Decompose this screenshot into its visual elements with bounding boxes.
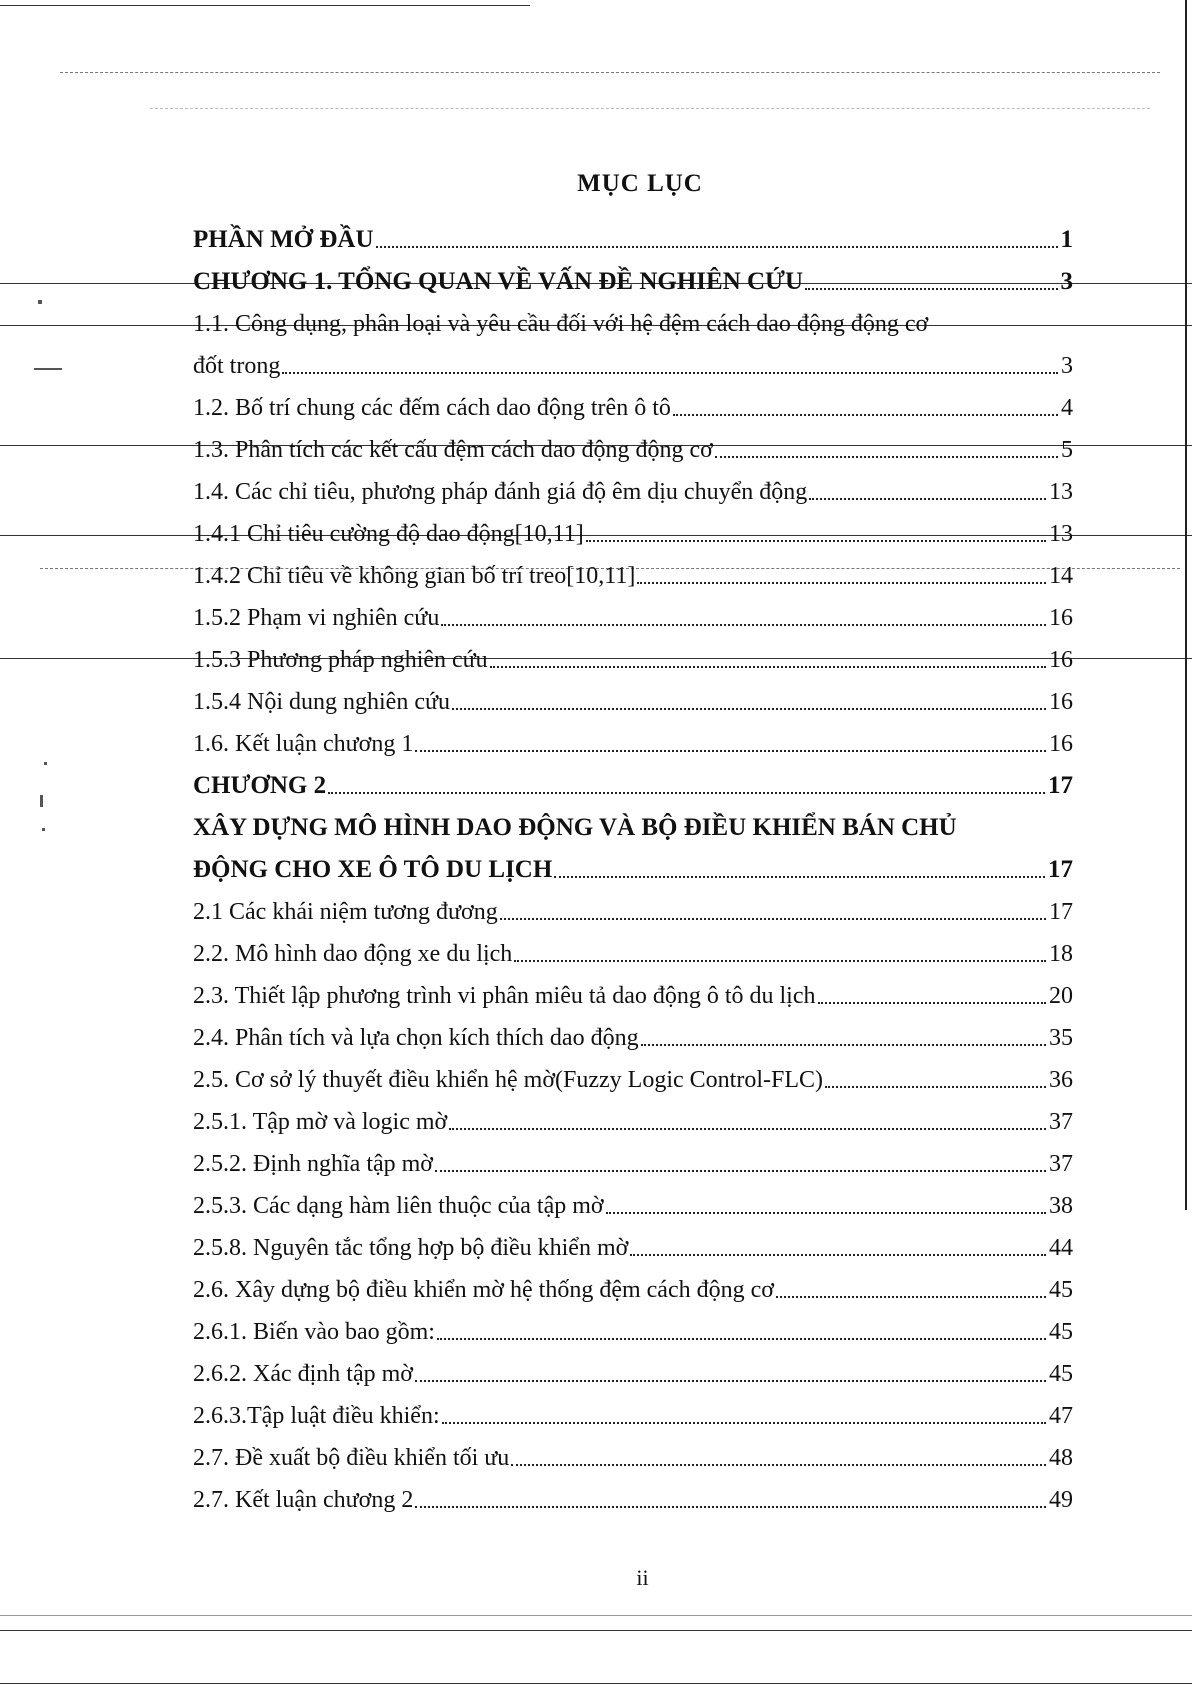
toc-dot-leader bbox=[514, 960, 1046, 962]
toc-entry[interactable] bbox=[193, 1388, 1073, 1430]
toc-dot-leader bbox=[500, 918, 1046, 920]
toc-dot-leader bbox=[442, 1422, 1046, 1424]
toc-entry-page: 13 bbox=[1049, 479, 1073, 505]
toc-entry-label: 2.7. Kết luận chương 2 bbox=[193, 1487, 414, 1513]
toc-entry-page: 4 bbox=[1061, 395, 1073, 421]
toc-dot-leader bbox=[586, 540, 1046, 542]
toc-entry-label: CHƯƠNG 2 bbox=[193, 772, 327, 799]
scan-artifact-line bbox=[0, 1630, 1192, 1631]
toc-entry[interactable] bbox=[193, 1136, 1073, 1178]
toc-entry-label: 2.5. Cơ sở lý thuyết điều khiển hệ mờ(Fuzzy Logic Control-FLC) bbox=[193, 1067, 823, 1093]
toc-entry-label: 1.4.1 Chỉ tiêu cường độ dao động[10,11] bbox=[193, 521, 584, 547]
scan-artifact-line bbox=[60, 72, 1160, 73]
toc-entry-page: 37 bbox=[1049, 1109, 1073, 1135]
toc-dot-leader bbox=[435, 1170, 1046, 1172]
toc-entry-page: 17 bbox=[1048, 856, 1073, 883]
toc-entry-label: 2.5.8. Nguyên tắc tổng hợp bộ điều khiển mờ bbox=[193, 1235, 629, 1261]
toc-dot-leader bbox=[415, 1380, 1046, 1382]
toc-entry[interactable] bbox=[193, 1010, 1073, 1052]
table-of-contents bbox=[193, 212, 1073, 1514]
toc-entry-label: 2.6.3.Tập luật điều khiển: bbox=[193, 1403, 440, 1429]
toc-entry-page: 48 bbox=[1049, 1445, 1073, 1471]
toc-entry-label: 2.2. Mô hình dao động xe du lịch bbox=[193, 941, 513, 967]
toc-entry-page: 16 bbox=[1049, 731, 1073, 757]
scan-speck bbox=[42, 828, 45, 831]
toc-dot-leader bbox=[282, 372, 1058, 374]
toc-entry[interactable] bbox=[193, 1220, 1073, 1262]
toc-entry-label: 1.4. Các chỉ tiêu, phương pháp đánh giá độ êm dịu chuyển động bbox=[193, 479, 808, 505]
scan-speck bbox=[40, 795, 43, 807]
toc-entry-label: 1.3. Phân tích các kết cấu đệm cách dao động động cơ bbox=[193, 437, 713, 463]
toc-dot-leader bbox=[441, 624, 1046, 626]
toc-entry[interactable] bbox=[193, 926, 1073, 968]
toc-dot-leader bbox=[825, 1086, 1046, 1088]
toc-entry-label: 2.6. Xây dựng bộ điều khiển mờ hệ thống đệm cách động cơ bbox=[193, 1277, 774, 1303]
toc-dot-leader bbox=[641, 1044, 1046, 1046]
toc-dot-leader bbox=[809, 498, 1046, 500]
toc-entry-page: 45 bbox=[1049, 1361, 1073, 1387]
toc-entry-label: CHƯƠNG 1. TỔNG QUAN VỀ VẤN ĐỀ NGHIÊN CỨU bbox=[193, 268, 803, 295]
toc-entry-page: 20 bbox=[1049, 983, 1073, 1009]
toc-entry[interactable] bbox=[193, 1304, 1073, 1346]
toc-entry[interactable] bbox=[193, 800, 1073, 842]
toc-entry-label: 2.6.1. Biến vào bao gồm: bbox=[193, 1319, 435, 1345]
toc-entry-label: 2.1 Các khái niệm tương đương bbox=[193, 899, 498, 925]
toc-entry[interactable] bbox=[193, 1430, 1073, 1472]
toc-entry[interactable] bbox=[193, 1472, 1073, 1514]
toc-dot-leader bbox=[554, 876, 1045, 878]
toc-entry[interactable] bbox=[193, 296, 1073, 338]
toc-entry-label: 2.3. Thiết lập phương trình vi phân miêu tả dao động ô tô du lịch bbox=[193, 983, 816, 1009]
toc-entry[interactable] bbox=[193, 1346, 1073, 1388]
toc-entry-page: 49 bbox=[1049, 1487, 1073, 1513]
toc-entry[interactable] bbox=[193, 1262, 1073, 1304]
toc-entry-label: 1.4.2 Chỉ tiêu về không gian bố trí treo[10,11] bbox=[193, 563, 636, 589]
toc-entry[interactable] bbox=[193, 1178, 1073, 1220]
toc-entry-page: 38 bbox=[1049, 1193, 1073, 1219]
scan-artifact-line bbox=[0, 1615, 1192, 1616]
toc-dot-leader bbox=[452, 708, 1046, 710]
scan-artifact-line bbox=[0, 1683, 1192, 1684]
scan-speck bbox=[44, 762, 47, 765]
toc-entry-label: 2.5.3. Các dạng hàm liên thuộc của tập mờ bbox=[193, 1193, 604, 1219]
toc-entry-label: 1.5.3 Phương pháp nghiên cứu bbox=[193, 647, 488, 673]
toc-entry-label: 1.5.4 Nội dung nghiên cứu bbox=[193, 689, 450, 715]
toc-dot-leader bbox=[449, 1128, 1046, 1130]
toc-entry-page: 13 bbox=[1049, 521, 1073, 547]
scan-artifact-line bbox=[0, 5, 530, 6]
toc-entry-page: 35 bbox=[1049, 1025, 1073, 1051]
toc-entry[interactable] bbox=[193, 506, 1073, 548]
toc-entry[interactable] bbox=[193, 716, 1073, 758]
toc-entry-label: XÂY DỰNG MÔ HÌNH DAO ĐỘNG VÀ BỘ ĐIỀU KHIỂN BÁN CHỦ bbox=[193, 814, 957, 841]
toc-entry-label: 1.1. Công dụng, phân loại và yêu cầu đối với hệ đệm cách dao động động cơ bbox=[193, 311, 929, 337]
toc-dot-leader bbox=[673, 414, 1058, 416]
scan-artifact-line bbox=[150, 108, 1150, 109]
toc-entry[interactable] bbox=[193, 632, 1073, 674]
toc-dot-leader bbox=[805, 288, 1058, 290]
scan-speck bbox=[38, 300, 42, 304]
toc-entry[interactable] bbox=[193, 338, 1073, 380]
toc-dot-leader bbox=[776, 1296, 1046, 1298]
toc-entry[interactable] bbox=[193, 758, 1073, 800]
toc-entry-page: 1 bbox=[1060, 226, 1073, 253]
toc-entry-page: 45 bbox=[1049, 1319, 1073, 1345]
toc-dot-leader bbox=[415, 1506, 1046, 1508]
toc-entry-page: 17 bbox=[1048, 772, 1073, 799]
toc-entry[interactable] bbox=[193, 884, 1073, 926]
toc-dot-leader bbox=[511, 1464, 1046, 1466]
toc-entry[interactable] bbox=[193, 380, 1073, 422]
toc-entry-page: 16 bbox=[1049, 605, 1073, 631]
toc-entry-label: 1.5.2 Phạm vi nghiên cứu bbox=[193, 605, 440, 631]
toc-entry-label: PHẦN MỞ ĐẦU bbox=[193, 226, 374, 253]
toc-dot-leader bbox=[818, 1002, 1047, 1004]
toc-entry-page: 17 bbox=[1049, 899, 1073, 925]
toc-entry-page: 45 bbox=[1049, 1277, 1073, 1303]
toc-entry-page: 16 bbox=[1049, 689, 1073, 715]
toc-dot-leader bbox=[630, 1254, 1046, 1256]
toc-dot-leader bbox=[328, 792, 1045, 794]
toc-dot-leader bbox=[415, 750, 1046, 752]
toc-dot-leader bbox=[715, 456, 1058, 458]
toc-entry[interactable] bbox=[193, 548, 1073, 590]
toc-entry[interactable] bbox=[193, 1094, 1073, 1136]
toc-entry-page: 47 bbox=[1049, 1403, 1073, 1429]
toc-entry[interactable] bbox=[193, 1052, 1073, 1094]
toc-entry-page: 3 bbox=[1061, 353, 1073, 379]
toc-entry[interactable] bbox=[193, 968, 1073, 1010]
toc-entry-label: đốt trong bbox=[193, 353, 281, 379]
toc-entry[interactable] bbox=[193, 464, 1073, 506]
toc-dot-leader bbox=[490, 666, 1046, 668]
toc-entry-label: 2.7. Đề xuất bộ điều khiển tối ưu bbox=[193, 1445, 510, 1471]
toc-entry[interactable] bbox=[193, 254, 1073, 296]
toc-dot-leader bbox=[637, 582, 1046, 584]
toc-dot-leader bbox=[376, 246, 1058, 248]
toc-entry-page: 5 bbox=[1061, 437, 1073, 463]
toc-entry-label: 1.6. Kết luận chương 1 bbox=[193, 731, 414, 757]
toc-entry-page: 14 bbox=[1049, 563, 1073, 589]
toc-entry[interactable] bbox=[193, 842, 1073, 884]
toc-entry-page: 18 bbox=[1049, 941, 1073, 967]
toc-dot-leader bbox=[606, 1212, 1046, 1214]
toc-entry-label: 2.5.1. Tập mờ và logic mờ bbox=[193, 1109, 448, 1135]
toc-entry[interactable] bbox=[193, 422, 1073, 464]
page-number: ii bbox=[636, 1565, 649, 1590]
toc-entry-label: 2.6.2. Xác định tập mờ bbox=[193, 1361, 413, 1387]
toc-entry-label: 1.2. Bố trí chung các đếm cách dao động trên ô tô bbox=[193, 395, 671, 421]
toc-entry-label: 2.4. Phân tích và lựa chọn kích thích dao động bbox=[193, 1025, 639, 1051]
toc-entry-page: 37 bbox=[1049, 1151, 1073, 1177]
page-title: MỤC LỤC bbox=[577, 170, 703, 197]
toc-entry-label: 2.5.2. Định nghĩa tập mờ bbox=[193, 1151, 433, 1177]
toc-entry-page: 16 bbox=[1049, 647, 1073, 673]
toc-entry-page: 3 bbox=[1060, 268, 1073, 295]
toc-entry[interactable] bbox=[193, 674, 1073, 716]
toc-entry-label: ĐỘNG CHO XE Ô TÔ DU LỊCH bbox=[193, 856, 553, 883]
toc-entry-page: 36 bbox=[1049, 1067, 1073, 1093]
toc-dot-leader bbox=[437, 1338, 1046, 1340]
toc-entry[interactable] bbox=[193, 590, 1073, 632]
scan-speck bbox=[34, 368, 62, 370]
toc-entry-page: 44 bbox=[1049, 1235, 1073, 1261]
toc-entry[interactable] bbox=[193, 212, 1073, 254]
